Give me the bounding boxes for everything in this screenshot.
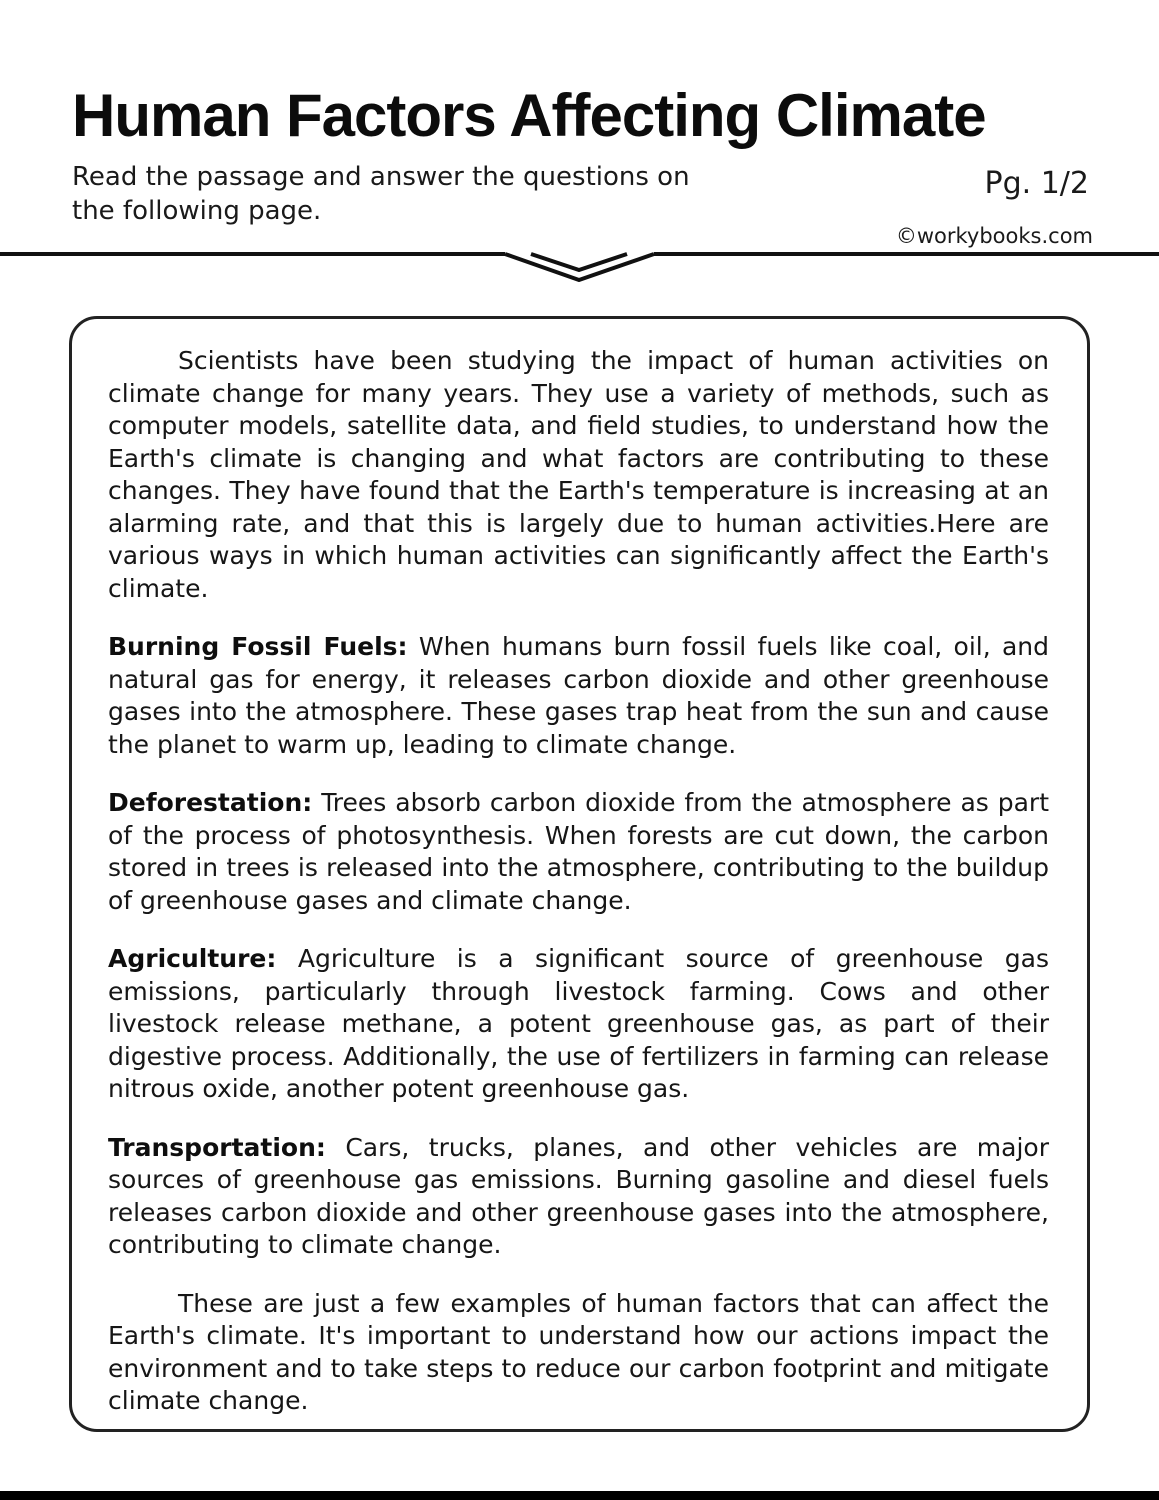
section-heading: Burning Fossil Fuels: (108, 632, 408, 661)
page-number: Pg. 1/2 (984, 166, 1089, 201)
worksheet-header (0, 0, 1159, 248)
page-title: Human Factors Affecting Climate (72, 82, 986, 149)
section-text: When humans burn fossil fuels like coal, oil, and natural gas for energy, it releases carbon dioxide and other greenhouse gases into the atmosphere. These gases trap heat from the sun and cause the planet to warm up, leading to climate change. (108, 632, 1050, 759)
section-heading: Transportation: (108, 1132, 326, 1162)
bottom-edge-bar (0, 1491, 1159, 1500)
section-divider (0, 248, 1159, 288)
section-heading: Agriculture: (108, 944, 277, 973)
instructions-text: Read the passage and answer the questions on the following page. (72, 162, 690, 226)
passage-section-agriculture (108, 943, 1049, 1106)
passage-intro: Scientists have been studying the impact of human activities on climate change for many years. They use a variety of methods, such as computer models, satellite data, and field studies, to understand how the Earth's climate is changing and what factors are contributing to these changes. They have found that the Earth's temperature is increasing at an alarming rate, and that this is largely due to human activities.Here are various ways in which human activities can significantly affect the Earth's climate. (108, 346, 1049, 603)
passage-conclusion: These are just a few examples of human factors that can affect the Earth's climate. It's important to understand how our actions impact the environment and to take steps to reduce our carbon footprint and mitigate climate change. (108, 1288, 1049, 1415)
passage-section-burning-fossil-fuels (108, 631, 1049, 761)
section-text: Trees absorb carbon dioxide from the atmosphere as part of the process of photosynthesis. When forests are cut down, the carbon stored in trees is released into the atmosphere, contributing to the buildup of greenhouse gases and climate change. (108, 788, 1049, 915)
passage-section-transportation (108, 1132, 1049, 1262)
copyright-text: ©workybooks.com (895, 224, 1093, 248)
section-heading: Deforestation: (108, 788, 313, 817)
passage-box (69, 316, 1090, 1432)
passage-section-deforestation (108, 787, 1049, 917)
chevron-down-icon (0, 254, 1159, 280)
section-text: Agriculture is a significant source of greenhouse gas emissions, particularly through livestock farming. Cows and other livestock release methane, a potent greenhouse gas, as part of their digestive process. Additionally, the use of fertilizers in farming can release nitrous oxide, another potent greenhouse gas. (108, 944, 1049, 1103)
section-text: Cars, trucks, planes, and other vehicles are major sources of greenhouse gas emissions. Burning gasoline and diesel fuels releases carbon dioxide and other greenhouse gases into the atmosphere, contributing to climate change. (108, 1132, 1049, 1259)
